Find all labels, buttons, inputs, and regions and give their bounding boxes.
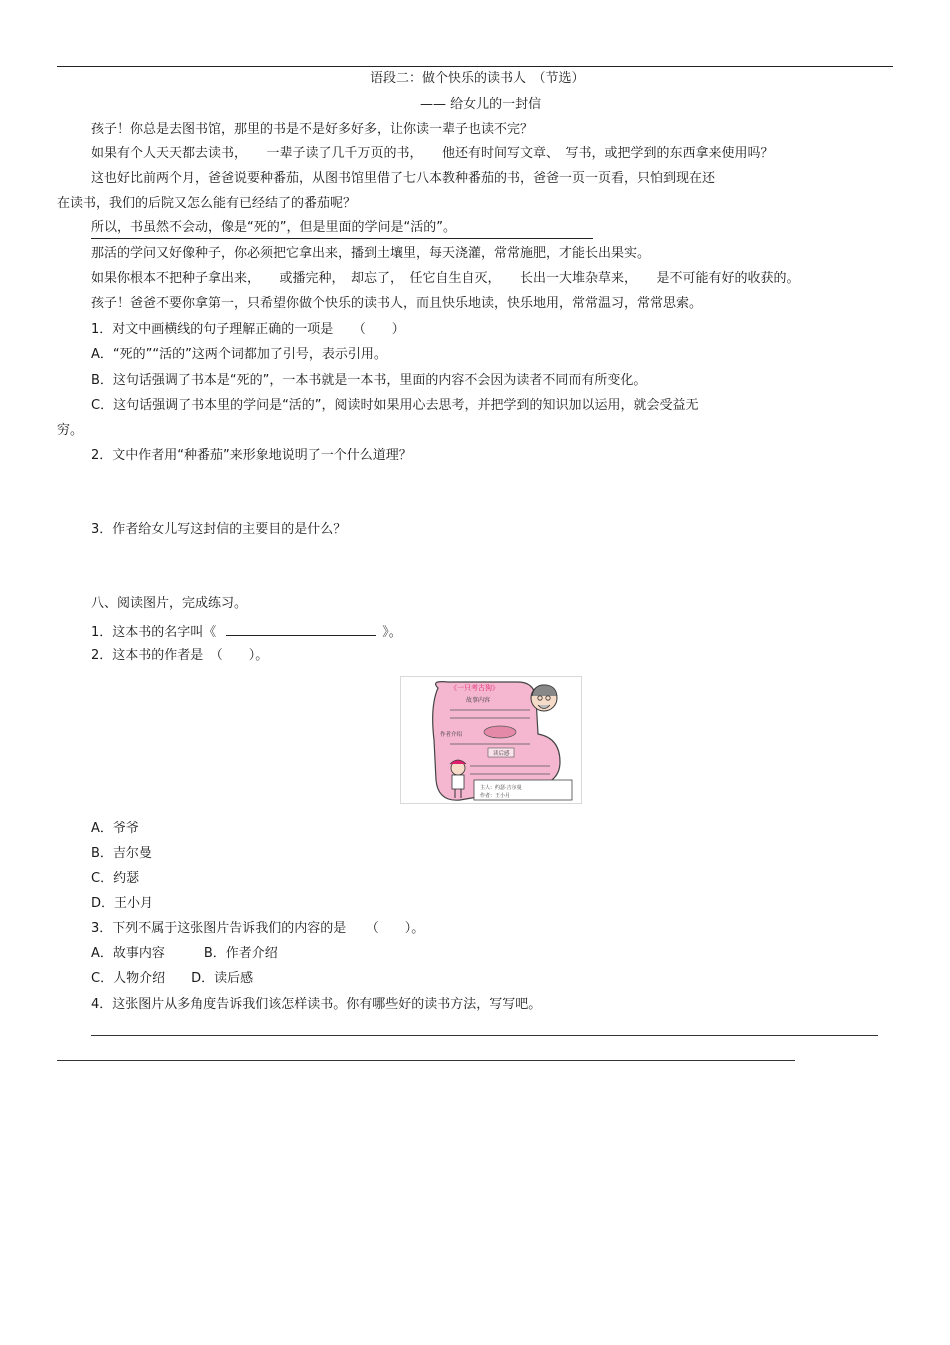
answer-line[interactable]: [91, 1035, 878, 1036]
question-1-prefix: 1．这本书的名字叫《: [91, 625, 217, 640]
book-title-blank[interactable]: [226, 623, 376, 636]
footer-line-1: 主人：约瑟·吉尔曼: [480, 785, 522, 791]
question-2: 2．文中作者用“种番茄”来形象地说明了一个什么道理？: [91, 448, 412, 463]
grandpa-icon: [531, 685, 557, 711]
author-label: 作者介绍: [440, 732, 463, 738]
paragraph-4-underlined: 所以，书虽然不会动，像是“死的”，但是里面的学问是“活的”。: [91, 220, 456, 235]
passage-subtitle: —— 给女儿的一封信: [420, 97, 542, 112]
paragraph-1: 孩子！你总是去图书馆，那里的书是不是好多好多，让你读一辈子也读不完？: [91, 122, 534, 137]
story-label: 故事内容: [466, 697, 491, 704]
question-1-option-b[interactable]: B．这句话强调了书本是“死的”，一本书就是一本书，里面的内容不会因为读者不同而有所变化。: [91, 373, 647, 388]
section-8-question-2-option-d[interactable]: D．王小月: [91, 896, 154, 911]
question-1-suffix: 》。: [382, 625, 402, 640]
section-8-question-1: [91, 623, 402, 641]
paragraph-3-cont: 在读书，我们的后院又怎么能有已经结了的番茄呢？: [57, 196, 357, 211]
question-3: 3．作者给女儿写这封信的主要目的是什么？: [91, 522, 347, 537]
question-1-option-c-cont: 穷。: [57, 423, 84, 438]
section-8-question-3-options-ab[interactable]: A．故事内容 B．作者介绍: [91, 946, 278, 961]
question-1-option-c[interactable]: C．这句话强调了书本里的学问是“活的”，阅读时如果用心去思考，并把学到的知识加以运用，就会受益无: [91, 398, 699, 413]
paragraph-5: 那活的学问又好像种子，你必须把它拿出来，播到土壤里，每天浇灌，常常施肥，才能长出果实。: [91, 246, 651, 261]
section-8-heading: 八、阅读图片，完成练习。: [91, 596, 248, 611]
question-1: 1．对文中画横线的句子理解正确的一项是 （ ）: [91, 322, 405, 337]
reading-card-figure: [400, 676, 582, 804]
paragraph-6: 如果你根本不把种子拿出来， 或播完种， 却忘了， 任它自生自灭， 长出一大堆杂草来， 是不可能有好的收获的。: [91, 271, 800, 286]
card-banner: 《一只考古狗》: [450, 684, 499, 692]
paragraph-3: 这也好比前两个月，爸爸说要种番茄，从图书馆里借了七八本教种番茄的书，爸爸一页一页看，只怕到现在还: [91, 171, 716, 186]
paragraph-7: 孩子！爸爸不要你拿第一，只希望你做个快乐的读书人，而且快乐地读，快乐地用，常常温习，常常思索。: [91, 296, 703, 311]
footer-line-2: 作者：王小月: [480, 793, 511, 799]
section-8-question-2-option-b[interactable]: B．吉尔曼: [91, 846, 152, 861]
question-1-option-a[interactable]: A．“死的”“活的”这两个词都加了引号，表示引用。: [91, 347, 387, 362]
section-8-question-2-option-c[interactable]: C．约瑟: [91, 871, 140, 886]
answer-line[interactable]: [57, 1060, 795, 1061]
review-label: 读后感: [493, 751, 510, 757]
heart-row: [484, 726, 516, 738]
top-rule: [57, 66, 893, 67]
section-8-question-4: 4．这张图片从多角度告诉我们该怎样读书。你有哪些好的读书方法，写写吧。: [91, 997, 542, 1012]
section-8-question-3: 3．下列不属于这张图片告诉我们的内容的是 （ ）。: [91, 921, 425, 936]
paragraph-2: 如果有个人天天都去读书， 一辈子读了几千万页的书， 他还有时间写文章、 写书，或把学到的东西拿来使用吗？: [91, 146, 774, 161]
passage-title: 语段二：做个快乐的读书人 （节选）: [370, 71, 585, 86]
sentence-underline: [91, 238, 593, 239]
section-8-question-3-options-cd[interactable]: C．人物介绍 D．读后感: [91, 971, 254, 986]
section-8-question-2-option-a[interactable]: A．爷爷: [91, 821, 139, 836]
section-8-question-2: 2．这本书的作者是 （ ）。: [91, 648, 269, 663]
